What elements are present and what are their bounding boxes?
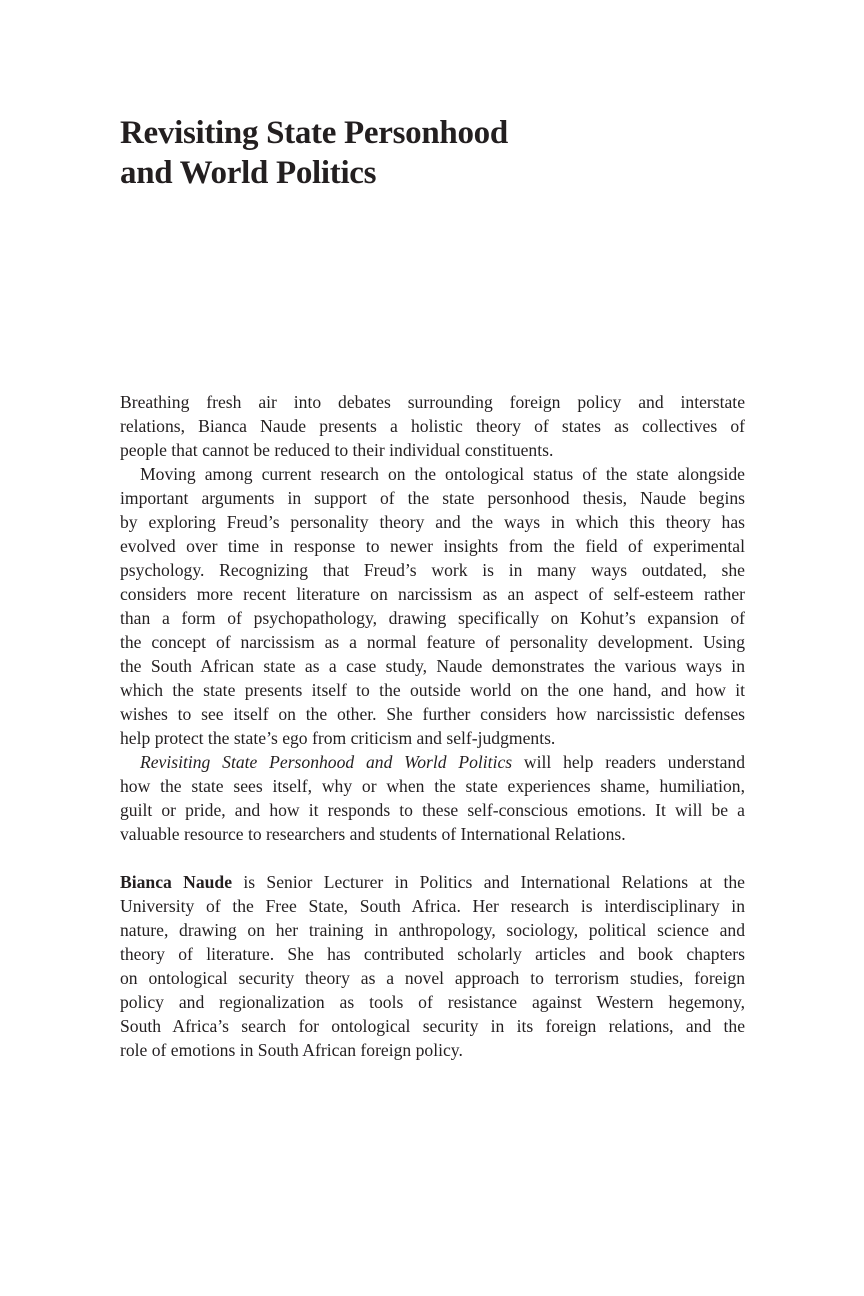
bio-line: theory of literature. She has contributed scholarly articles and book chapters <box>120 944 745 964</box>
book-title-line-2: and World Politics <box>120 155 377 191</box>
description-p2-line: the concept of narcissism as a normal feature of personality development. Using <box>120 632 745 652</box>
description-p2-line: which the state presents itself to the outside world on the one hand, and how it <box>120 680 745 700</box>
description-p3-first-line <box>120 750 745 774</box>
book-title-line-1: Revisiting State Personhood <box>120 115 508 151</box>
bio-line: on ontological security theory as a novel approach to terrorism studies, foreign <box>120 968 745 988</box>
book-title <box>120 113 760 193</box>
description-p2-line: by exploring Freud’s personality theory and the ways in which this theory has <box>120 512 745 532</box>
description-p2-line: important arguments in support of the state personhood thesis, Naude begins <box>120 488 745 508</box>
description-p3-line: how the state sees itself, why or when the state experiences shame, humiliation, <box>120 776 745 796</box>
description-p2-line: Moving among current research on the ontological status of the state alongside <box>140 464 745 484</box>
description-p2-line: the South African state as a case study, Naude demonstrates the various ways in <box>120 656 745 676</box>
description-p3-line: guilt or pride, and how it responds to these self-conscious emotions. It will be a <box>120 800 745 820</box>
bio-line: nature, drawing on her training in anthropology, sociology, political science and <box>120 920 745 940</box>
description-p2-line: evolved over time in response to newer insights from the field of experimental <box>120 536 745 556</box>
description-p3-line: valuable resource to researchers and students of International Relations. <box>120 824 626 844</box>
description-p2-line: psychology. Recognizing that Freud’s work is in many ways outdated, she <box>120 560 745 580</box>
description-p2-line: considers more recent literature on narcissism as an aspect of self-esteem rather <box>120 584 745 604</box>
description-p2-line: than a form of psychopathology, drawing specifically on Kohut’s expansion of <box>120 608 745 628</box>
description-p2-line: help protect the state’s ego from criticism and self-judgments. <box>120 728 556 748</box>
book-title-reference: Revisiting State Personhood and World Politics <box>140 752 513 772</box>
description-p3-line-1-rest: will help readers understand <box>512 752 745 772</box>
description-p1-line: people that cannot be reduced to their individual constituents. <box>120 440 554 460</box>
bio-line-1-rest: is Senior Lecturer in Politics and International Relations at the <box>232 872 745 892</box>
description-p2-line: wishes to see itself on the other. She further considers how narcissistic defenses <box>120 704 745 724</box>
description-p1-line: relations, Bianca Naude presents a holistic theory of states as collectives of <box>120 416 745 436</box>
bio-line: University of the Free State, South Africa. Her research is interdisciplinary in <box>120 896 745 916</box>
author-name: Bianca Naude <box>120 872 233 892</box>
bio-line: policy and regionalization as tools of resistance against Western hegemony, <box>120 992 745 1012</box>
description-p1-line: Breathing fresh air into debates surrounding foreign policy and interstate <box>120 392 745 412</box>
bio-line: South Africa’s search for ontological security in its foreign relations, and the <box>120 1016 745 1036</box>
author-biography <box>120 870 745 1062</box>
bio-line: role of emotions in South African foreign policy. <box>120 1040 463 1060</box>
book-description <box>120 390 745 846</box>
bio-first-line <box>120 870 745 894</box>
